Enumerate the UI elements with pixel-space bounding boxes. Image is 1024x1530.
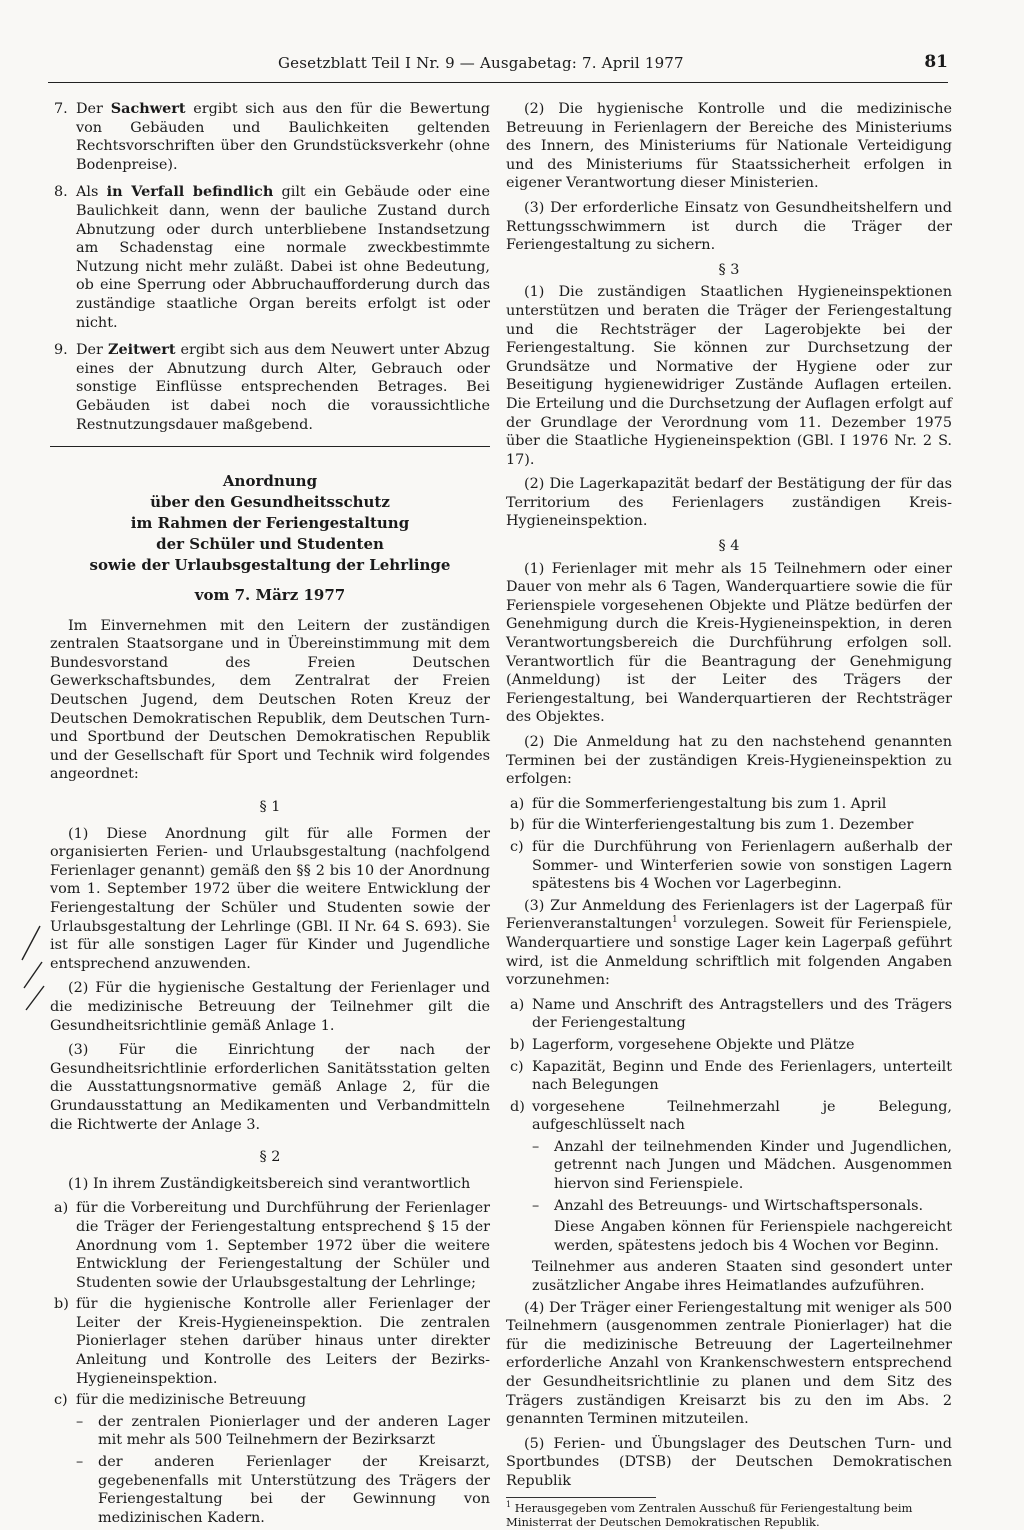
paragraph: (2) Für die hygienische Gestaltung der Ferienlager und die medizinische Betreuung der Teilnehmer gilt die Gesundheitsrichtlinie gemäß Anlage 1. [50,980,490,1034]
title-line: der Schüler und Studenten [156,535,384,554]
dash-marker: – [76,1454,84,1471]
list-marker: c) [510,1058,524,1075]
note: Diese Angaben können für Ferienspiele nachgereicht werden, spätestens jedoch bis 4 Wochen vor Beginn. [554,1219,952,1254]
definition-lead: Als [76,184,99,201]
list-marker: a) [510,996,525,1013]
dash-marker: – [532,1197,540,1214]
detail-item [506,1036,952,1055]
list-marker: b) [54,1296,69,1313]
paragraph: (3) Der erforderliche Einsatz von Gesundheitshelfern und Rettungsschwimmern ist durch die Träger der Feriengestaltung zu sichern. [506,199,952,254]
footnote-number: 1 [506,1499,512,1509]
ordinance-date: vom 7. März 1977 [194,586,346,605]
detail-item [506,1098,952,1135]
list-text: vorgesehene Teilnehmerzahl je Belegung, aufgeschlüsselt nach [532,1098,952,1134]
paragraph: (1) Diese Anordnung gilt für alle Formen der organisierten Ferien- und Urlaubsgestaltung (nachfolgend Ferienlager genannt) gemäß den §§ 2 bis 10 der Anordnung vom 1. September 1972 über die weitere Entwicklung der Feriengestaltung der Schüler und Studenten sowie der Urlaubsgestaltung der Lehrlinge (GBl. II Nr. 64 S. 693). Sie ist für alle sonstigen Lager für Kinder und Jugendliche entsprechend anzuwenden. [50,825,490,972]
definition-text: gilt ein Gebäude oder eine Baulichkeit dann, wenn der bauliche Zustand durch Abnutzung oder durch unterbliebene Instandsetzung am Schadenstag eine normale zweckbestimmte Nutzung nicht mehr zuläßt. Dabei ist ohne Bedeutung, ob eine Sperrung oder Abbruchaufforderung durch das zuständige staatliche Organ bereits erfolgt ist oder nicht. [76,184,490,331]
definition-number: 9. [54,342,68,359]
ordinance-title [50,471,490,576]
footnote-text: Herausgegeben vom Zentralen Ausschuß für Feriengestaltung beim Ministerrat der Deutschen Demokratischen Republik. [506,1500,913,1529]
right-column [506,100,952,1529]
page-number: 81 [924,52,948,72]
section-heading-1: § 1 [259,799,281,816]
definition-number: 8. [54,184,68,201]
paragraph: (2) Die hygienische Kontrolle und die medizinische Betreuung in Ferienlagern der Bereiche des Ministeriums des Innern, des Ministeriums für Nationale Verteidigung und des Ministeriums für Staatssicherheit erfolgen in eigener Verantwortung dieser Ministerien. [506,101,952,192]
definition-term: Sachwert [110,100,186,117]
list-marker: c) [510,838,524,855]
note: Teilnehmer aus anderen Staaten sind gesondert unter zusätzlicher Angabe ihres Heimatlandes aufzuführen. [532,1259,952,1295]
title-line: im Rahmen der Feriengestaltung [130,514,410,533]
paragraph: (2) Die Lagerkapazität bedarf der Bestätigung der für das Territorium des Ferienlagers zuständigen Kreis-Hygieneinspektion. [506,476,952,530]
detail-item [506,1058,952,1095]
footnote [506,1501,952,1529]
definition-term: in Verfall befindlich [106,183,274,201]
definition-item [50,100,490,174]
dash-marker: – [532,1138,540,1155]
list-marker: a) [54,1200,69,1217]
title-line: über den Gesundheitsschutz [150,493,390,512]
definition-item [50,183,490,332]
paragraph: (2) Die Anmeldung hat zu den nachstehend genannten Terminen bei der zuständigen Kreis-Hygieneinspektion zu erfolgen: [506,734,952,788]
title-line: Anordnung [222,472,318,491]
dash-text: der anderen Ferienlager der Kreisarzt, gegebenenfalls mit Unterstützung des Trägers der Feriengestaltung bei der Gewinnung von medizinischen Kadern. [98,1454,490,1526]
gazette-title: Gesetzblatt Teil I Nr. 9 — Ausgabetag: 7. April 1977 [278,54,684,72]
list-marker: b) [510,1036,525,1053]
paragraph: (1) Die zuständigen Staatlichen Hygieneinspektionen unterstützen und beraten die Träger der Feriengestaltung und die Rechtsträger der Lagerobjekte bei der Feriengestaltung. Sie können zur Durchsetzung der Grundsätze und Normative der Hygiene oder zur Beseitigung hygienewidriger Zustände Auflagen erteilen. Die Erteilung und die Durchsetzung der Auflagen erfolgt auf der Grundlage der Verordnung vom 11. Dezember 1975 über die Staatliche Hygieneinspektion (GBl. I 1976 Nr. 2 S. 17). [506,284,952,468]
definition-number: 7. [54,101,68,117]
pencil-mark [24,962,42,988]
dash-text: Anzahl des Betreuungs- und Wirtschaftspersonals. [554,1197,924,1214]
left-column [50,100,490,1530]
list-marker: d) [510,1098,525,1115]
detail-item [506,996,952,1033]
dash-text: der zentralen Pionierlager und der anderen Lager mit mehr als 500 Teilnehmern der Bezirksarzt [98,1413,490,1449]
paragraph: (1) Ferienlager mit mehr als 15 Teilnehmern oder einer Dauer von mehr als 6 Tagen, Wanderquartiere sowie die für Ferienspiele vorgesehenen Objekte und Plätze bedürfen der Genehmigung durch die Kreis-Hygieneinspektion, in deren Verantwortungsbereich die Durchführung erfolgen soll. Verantwortlich für die Beantragung der Genehmigung (Anmeldung) ist der Leiter des Trägers der Feriengestaltung, bei Wanderquartieren der Rechtsträger des Objektes. [506,560,952,726]
definition-item [50,341,490,434]
definition-lead: Der [76,101,103,117]
page-header [48,54,948,83]
section-heading-4: § 4 [718,538,740,555]
definition-lead: Der [76,342,103,359]
paragraph-text: (3) Zur Anmeldung des Ferienlagers ist der Lagerpaß für Ferienveranstaltungen [506,897,952,933]
list-text: Name und Anschrift des Antragstellers und des Trägers der Feriengestaltung [532,996,952,1032]
dash-item [506,1138,952,1194]
footnote-divider [506,1497,656,1498]
list-item [50,1295,490,1388]
paragraph: (5) Ferien- und Übungslager des Deutschen Turn- und Sportbundes (DTSB) der Deutschen Demokratischen Republik [506,1435,952,1489]
list-text: für die Winterferiengestaltung bis zum 1. Dezember [532,817,914,834]
section-heading-3: § 3 [718,261,740,278]
deadline-item [506,816,952,835]
list-item [50,1199,490,1292]
paragraph-text: vorzulegen. Soweit für Ferienspiele, Wanderquartiere und sonstige Lager kein Lagerpaß geführt wird, ist die Anmeldung schriftlich mit folgenden Angaben vorzunehmen: [506,916,952,989]
dash-text: Anzahl der teilnehmenden Kinder und Jugendlichen, getrennt nach Jungen und Mädchen. Ausgenommen hiervon sind Ferienspiele. [554,1138,952,1193]
definition-term: Zeitwert [107,341,176,359]
dash-item [506,1197,952,1216]
paragraph: (3) Für die Einrichtung der nach der Gesundheitsrichtlinie erforderlichen Sanitätsstation gelten die Ausstattungsnormative gemäß Anlage 2, für die Grundausstattung an Medikamenten und Verbandmitteln die Richtwerte der Anlage 3. [50,1042,490,1133]
list-marker: c) [54,1392,68,1409]
section-divider [50,446,490,447]
definition-text: ergibt sich aus den für die Bewertung von Gebäuden und Baulichkeiten geltenden Rechtsvorschriften über den Grundstücksverkehr (ohne Bodenpreise). [76,101,491,173]
paragraph: (4) Der Träger einer Feriengestaltung mit weniger als 500 Teilnehmern (ausgenommen zentrale Pionierlager) hat die für die medizinische Betreuung der Lagerteilnehmer erforderliche Anzahl von Krankenschwestern entsprechend der Gesundheitsrichtlinie zu planen und dem Sitz des Trägers zuständigen Kreisarzt bis zu den im Abs. 2 genannten Terminen mitzuteilen. [506,1299,952,1428]
dash-item [50,1453,490,1527]
deadline-item [506,795,952,814]
list-text: Lagerform, vorgesehene Objekte und Plätze [532,1036,855,1053]
paragraph [506,897,952,990]
section-heading-2: § 2 [259,1149,281,1166]
pencil-mark [26,986,44,1010]
footnote-ref: 1 [672,915,678,926]
definition-text: ergibt sich aus dem Neuwert unter Abzug eines der Abnutzung durch Alter, Gebrauch oder sonstige Einflüsse entsprechenden Betrages. Bei Gebäuden ist dabei noch die voraussichtliche Restnutzungsdauer maßgebend. [76,342,490,433]
paragraph: (1) In ihrem Zuständigkeitsbereich sind verantwortlich [68,1175,471,1192]
list-item [50,1391,490,1410]
list-text: für die hygienische Kontrolle aller Ferienlager der Leiter der Kreis-Hygieneinspektion. Die zentralen Pionierlager stehen darüber hinaus unter direkter Anleitung und Kontrolle des Leiters der Bezirks-Hygieneinspektion. [76,1296,490,1387]
list-text: für die medizinische Betreuung [76,1392,307,1409]
dash-item [50,1413,490,1450]
dash-marker: – [76,1413,84,1430]
preamble: Im Einvernehmen mit den Leitern der zuständigen zentralen Staatsorgane und in Übereinstimmung mit dem Bundesvorstand des Freien Deutschen Gewerkschaftsbundes, dem Zentralrat der Freien Deutschen Jugend, dem Deutschen Roten Kreuz der Deutschen Demokratischen Republik, dem Deutschen Turn- und Sportbund der Deutschen Demokratischen Republik und der Gesellschaft für Sport und Technik wird folgendes angeordnet: [50,617,490,783]
list-text: für die Vorbereitung und Durchführung der Ferienlager die Träger der Feriengestaltung entsprechend § 15 der Anordnung vom 1. September 1972 über die weitere Entwicklung der Feriengestaltung der Schüler und Studenten sowie der Urlaubsgestaltung der Lehrlinge; [76,1200,490,1291]
list-text: für die Durchführung von Ferienlagern außerhalb der Sommer- und Winterferien sowie von sonstigen Lagern spätestens bis 4 Wochen vor Lagerbeginn. [532,838,952,893]
list-marker: a) [510,795,525,812]
list-text: für die Sommerferiengestaltung bis zum 1. April [532,795,887,812]
deadline-item [506,838,952,894]
title-line: sowie der Urlaubsgestaltung der Lehrlinge [89,556,451,575]
list-marker: b) [510,817,525,834]
pencil-mark [22,926,40,960]
list-text: Kapazität, Beginn und Ende des Ferienlagers, unterteilt nach Belegungen [532,1058,952,1094]
